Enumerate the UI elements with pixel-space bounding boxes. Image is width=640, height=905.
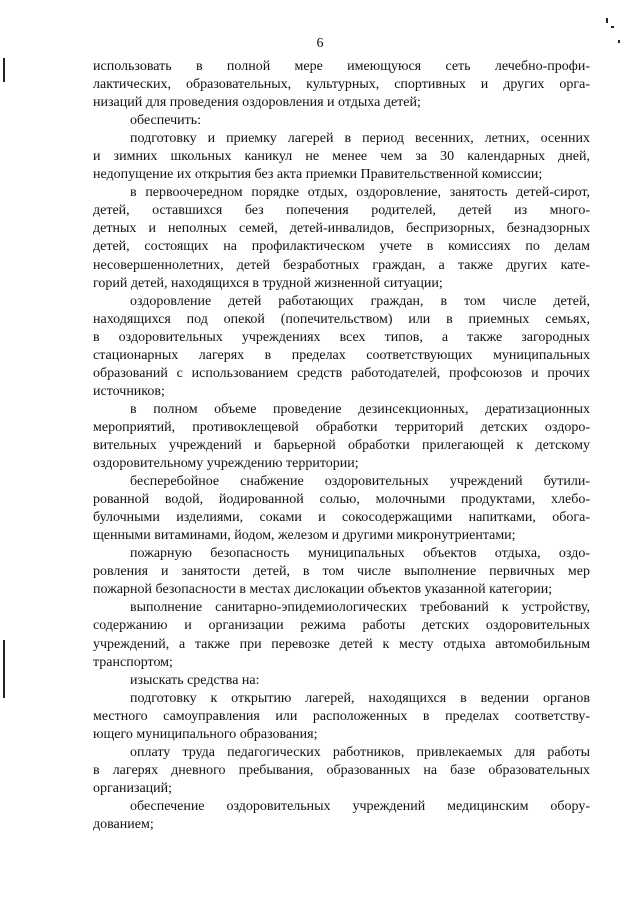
text-line: дованием; <box>93 816 154 832</box>
paragraph <box>93 112 590 130</box>
text-line: организаций; <box>93 780 173 796</box>
text-line: подготовку и приемку лагерей в период весенних, летних, осенних <box>130 131 590 147</box>
text-line: оздоровительному учреждению территории; <box>93 456 359 472</box>
paragraph <box>93 401 590 473</box>
text-line: ровления и занятости детей, в том числе выполнение первичных мер <box>93 564 590 580</box>
text-line: местного самоуправления или расположенных в пределах соответству- <box>93 708 590 724</box>
text-line: вительных учреждений и барьерной обработки прилегающей к детскому <box>93 437 590 453</box>
text-line: и зимних школьных каникул не менее чем за 30 календарных дней, <box>93 149 590 165</box>
text-line: содержанию и организации режима работы детских оздоровительных <box>93 618 590 634</box>
text-line: лактических, образовательных, культурных, спортивных и других орга- <box>93 77 590 93</box>
scan-speck <box>606 18 608 23</box>
text-line: горий детей, находящихся в трудной жизненной ситуации; <box>93 275 443 291</box>
text-line: низаций для проведения оздоровления и отдыха детей; <box>93 95 421 111</box>
paragraph <box>93 744 590 798</box>
text-line: транспортом; <box>93 654 173 670</box>
paragraph <box>93 545 590 599</box>
text-line: мероприятий, противоклещевой обработки территорий детских оздоро- <box>93 419 590 435</box>
paragraph <box>93 473 590 545</box>
paragraph <box>93 130 590 184</box>
text-line: оздоровление детей работающих граждан, в том числе детей, <box>130 293 590 309</box>
text-line: подготовку к открытию лагерей, находящихся в ведении органов <box>130 690 590 706</box>
text-line: использовать в полной мере имеющуюся сеть лечебно-профи- <box>93 59 590 74</box>
document-body <box>93 58 590 834</box>
text-line: образований с использованием средств работодателей, профсоюзов и прочих <box>93 365 590 381</box>
paragraph <box>93 58 590 112</box>
paragraph <box>93 184 590 292</box>
scan-mark-left-bottom <box>3 640 5 698</box>
text-line: пожарной безопасности в местах дислокации объектов указанной категории; <box>93 582 553 598</box>
paragraph <box>93 293 590 401</box>
text-line: в оздоровительных учреждениях всех типов, а также загородных <box>93 329 590 345</box>
text-line: детей, состоящих на профилактическом учете в комиссиях по делам <box>93 239 590 255</box>
text-line: обеспечить: <box>130 113 201 129</box>
text-line: детей, оставшихся без попечения родителей, детей из много- <box>93 203 590 219</box>
text-line: детных и неполных семей, детей-инвалидов, беспризорных, безнадзорных <box>93 221 590 237</box>
scan-mark-left-top <box>3 58 5 82</box>
text-line: в первоочередном порядке отдых, оздоровление, занятость детей-сирот, <box>130 185 590 201</box>
text-line: изыскать средства на: <box>130 672 260 688</box>
text-line: рованной водой, йодированной солью, молочными продуктами, хлебо- <box>93 492 590 508</box>
text-line: оплату труда педагогических работников, привлекаемых для работы <box>130 744 590 760</box>
text-line: несовершеннолетних, детей безработных граждан, а также других кате- <box>93 257 590 273</box>
scan-speck <box>611 26 614 28</box>
text-line: ющего муниципального образования; <box>93 726 318 742</box>
text-line: бесперебойное снабжение оздоровительных учреждений бутили- <box>130 474 590 490</box>
text-line: в лагерях дневного пребывания, образованных на базе образовательных <box>93 762 590 778</box>
paragraph <box>93 672 590 690</box>
text-line: обеспечение оздоровительных учреждений медицинским обору- <box>130 798 590 814</box>
text-line: булочными изделиями, соками и сокосодержащими напитками, обога- <box>93 510 590 526</box>
paragraph <box>93 599 590 671</box>
text-line: пожарную безопасность муниципальных объектов отдыха, оздо- <box>130 546 590 562</box>
text-line: стационарных лагерях в пределах соответствующих муниципальных <box>93 347 590 363</box>
text-line: недопущение их открытия без акта приемки Правительственной комиссии; <box>93 167 543 183</box>
paragraph <box>93 798 590 834</box>
text-line: щенными витаминами, йодом, железом и другими микронутриентами; <box>93 528 516 544</box>
text-line: учреждений, а также при перевозке детей к месту отдыха автомобильным <box>93 636 590 652</box>
text-line: выполнение санитарно-эпидемиологических требований к устройству, <box>130 600 590 616</box>
text-line: в полном объеме проведение дезинсекционных, дератизационных <box>130 401 590 417</box>
page-number: 6 <box>316 36 324 51</box>
paragraph <box>93 690 590 744</box>
text-line: источников; <box>93 383 165 399</box>
text-line: находящихся под опекой (попечительством) или в приемных семьях, <box>93 311 590 327</box>
